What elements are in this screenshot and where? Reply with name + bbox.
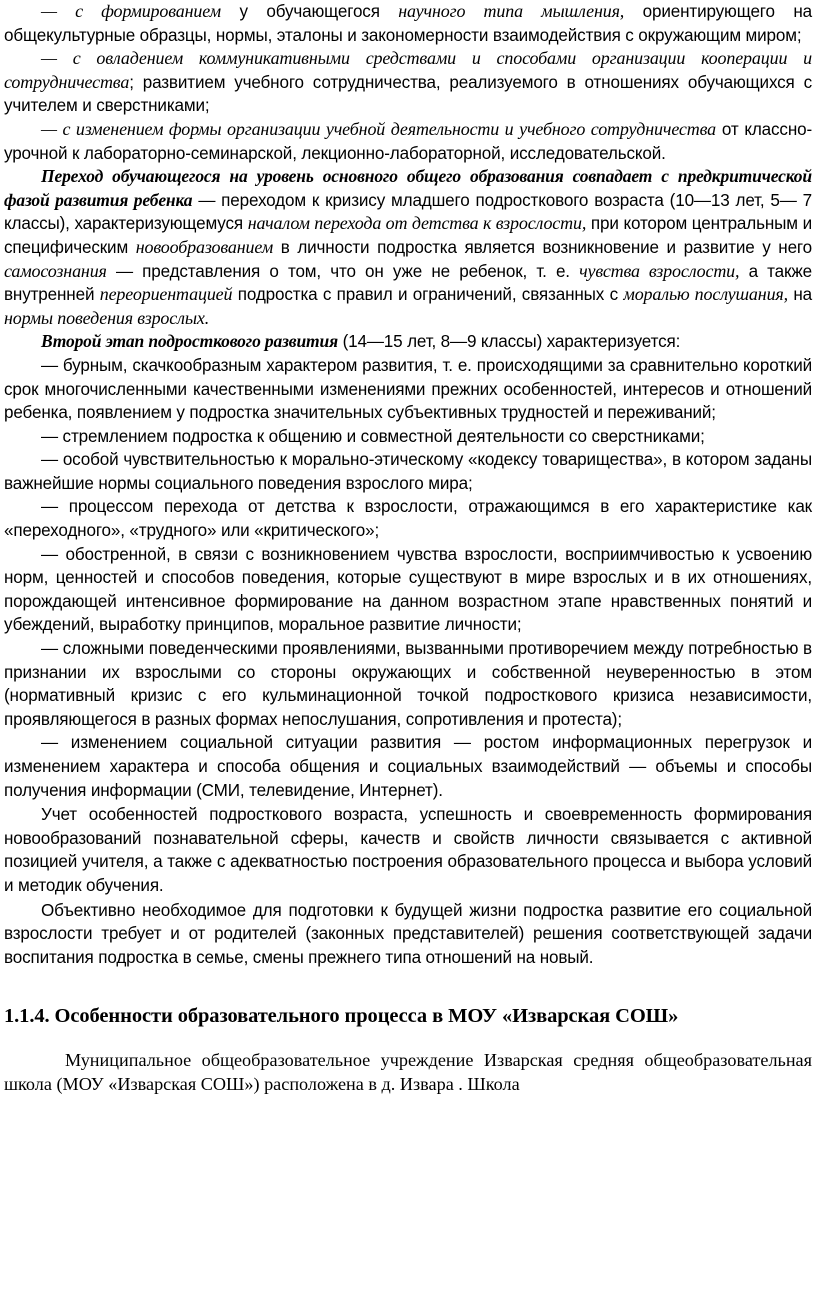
paragraph-transition: Переход обучающегося на уровень основного общего образования совпадает с предкритической фазой развития ребенка — переходом к кризису младшего подросткового возраста (10—13 лет, 5— 7 классы), характеризующемуся началом перехода от детства к взрослости, при котором центральным и специфическим новообразованием в личности подростка является возникновение и развитие у него самосознания — представления о том, что он уже не ребенок, т. е. чувства взрослости, а также внутренней переориентацией подростка с правил и ограничений, связанных с моралью послушания, на нормы поведения взрослых. <box>4 166 813 328</box>
list-item: — стремлением подростка к общению и совместной деятельности со сверстниками; <box>41 426 705 446</box>
paragraph-formation: — с формированием у обучающегося научного типа мышления, ориентирующего на общекультурные образцы, нормы, эталоны и закономерности взаимодействия с окружающим миром; <box>4 1 812 45</box>
list-item: — бурным, скачкообразным характером развития, т. е. происходящими за сравнительно короткий срок многочисленными качественными изменениями прежних особенностей, интересов и отношений ребенка, появлением у подростка значительных субъективных трудностей и переживаний; <box>4 355 812 423</box>
paragraph-teacher-role: Учет особенностей подросткового возраста, успешность и своевременность формирования новообразований познавательной сферы, качеств и свойств личности связывается с активной позицией учителя, а также с адекватностью построения образовательного процесса и выбора условий и методик обучения. <box>4 805 812 895</box>
list-item: — обостренной, в связи с возникновением чувства взрослости, восприимчивостью к усвоению норм, ценностей и способов поведения, которые существуют в мире взрослых и в их отношениях, порождающей интенсивное формирование на данном возрастном этапе нравственных понятий и убеждений, выработку принципов, моральное развитие личности; <box>4 544 812 635</box>
section-heading: 1.1.4. Особенности образовательного процесса в МОУ «Изварская СОШ» <box>4 1005 679 1028</box>
list-item: — изменением социальной ситуации развития — ростом информационных перегрузок и изменением характера и способа общения и социальных взаимодействий — объемы и способы получения информации (СМИ, телевидение, Интернет). <box>4 733 812 800</box>
list-item: — сложными поведенческими проявлениями, вызванными противоречием между потребностью в признании их взрослыми со стороны окружающих и собственной неуверенностью в этом (нормативный кризис с его кульминационной точкой подросткового кризиса независимости, проявляющегося в разных формах непослушания, сопротивления и протеста); <box>4 639 812 729</box>
list-item: — процессом перехода от детства к взрослости, отражающимся в его характеристике как «переходного», «трудного» или «критического»; <box>4 497 812 541</box>
list-item: — особой чувствительностью к морально-этическому «кодексу товарищества», в котором заданы важнейшие нормы социального поведения взрослого мира; <box>4 450 812 493</box>
paragraph-communication: — с овладением коммуникативными средствами и способами организации кооперации и сотрудничества; развитием учебного сотрудничества, реализуемого в отношениях обучающихся с учителем и сверстниками; <box>4 48 812 116</box>
paragraph-parents: Объективно необходимое для подготовки к будущей жизни подростка развитие его социальной взрослости требует и от родителей (законных представителей) решения соответствующей задачи воспитания подростка в семье, смены прежнего типа отношений на новый. <box>4 900 812 967</box>
paragraph-school-intro: Муниципальное общеобразовательное учреждение Изварская средняя общеобразовательная школа (МОУ «Изварская СОШ») расположена в д. Извара . Школа <box>4 1050 812 1095</box>
paragraph-second-stage: Второй этап подросткового развития (14—15 лет, 8—9 классы) характеризуется: <box>41 331 681 352</box>
paragraph-organization: — с изменением формы организации учебной деятельности и учебного сотрудничества от классно-урочной к лабораторно-семинарской, лекционно-лабораторной, исследовательской. <box>4 118 813 163</box>
